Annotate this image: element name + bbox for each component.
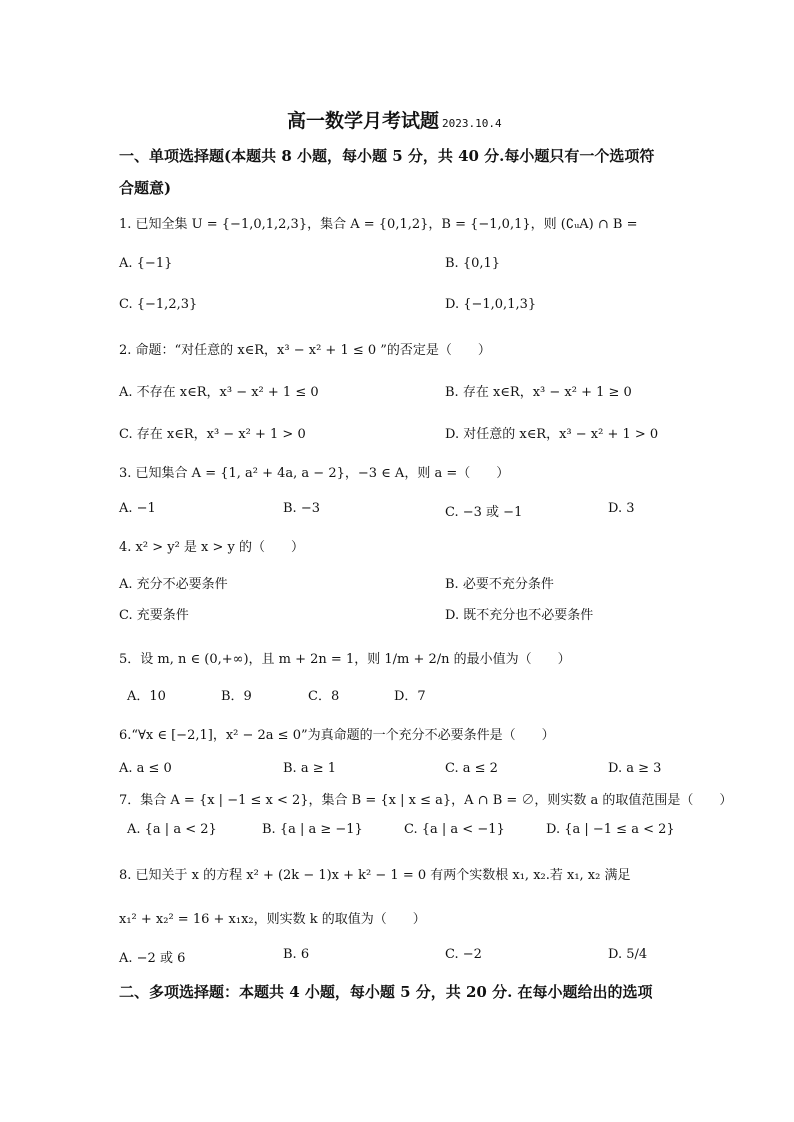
q7-option-d: D. {a | −1 ≤ a < 2} — [546, 822, 675, 837]
question-5: 5．设 m, n ∈ (0,+∞)，且 m + 2n = 1，则 1/m + 2/n 的最小值为（ ） — [119, 652, 571, 667]
q7-option-c: C. {a | a < −1} — [404, 822, 505, 837]
q6-option-d: D. a ≥ 3 — [608, 761, 662, 776]
question-1: 1. 已知全集 U = {−1,0,1,2,3}，集合 A = {0,1,2}，B = {−1,0,1}，则 (∁ᵤA) ∩ B = — [119, 217, 638, 232]
q3-option-c: C. −3 或 −1 — [445, 505, 523, 520]
section1-heading-line2: 合题意) — [119, 179, 172, 197]
q6-option-b: B. a ≥ 1 — [283, 761, 336, 776]
q4-option-d: D. 既不充分也不必要条件 — [445, 608, 594, 623]
q8-option-d: D. 5/4 — [608, 947, 648, 962]
q4-option-a: A. 充分不必要条件 — [119, 577, 228, 592]
section2-heading-line1: 二、多项选择题：本题共 4 小题，每小题 5 分，共 20 分. 在每小题给出的选项 — [119, 983, 653, 1001]
q1-option-c: C. {−1,2,3} — [119, 297, 198, 312]
section1-heading-line1: 一、单项选择题(本题共 8 小题，每小题 5 分，共 40 分.每小题只有一个选项符 — [119, 147, 655, 165]
q8-option-c: C. −2 — [445, 947, 482, 962]
q6-option-c: C. a ≤ 2 — [445, 761, 498, 776]
question-6: 6.“∀x ∈ [−2,1]，x² − 2a ≤ 0”为真命题的一个充分不必要条件是（ ） — [119, 728, 555, 743]
q1-option-d: D. {−1,0,1,3} — [445, 297, 537, 312]
q2-option-b: B. 存在 x∈R，x³ − x² + 1 ≥ 0 — [445, 385, 632, 400]
q8-option-b: B. 6 — [283, 947, 310, 962]
q2-option-d: D. 对任意的 x∈R，x³ − x² + 1 > 0 — [445, 427, 659, 442]
q5-option-b: B．9 — [221, 689, 252, 704]
question-8-line1: 8. 已知关于 x 的方程 x² + (2k − 1)x + k² − 1 = 0 有两个实数根 x₁, x₂.若 x₁, x₂ 满足 — [119, 868, 631, 883]
q3-option-a: A. −1 — [119, 501, 156, 516]
q5-option-a: A．10 — [127, 689, 166, 704]
q7-option-a: A. {a | a < 2} — [127, 822, 217, 837]
q6-option-a: A. a ≤ 0 — [119, 761, 172, 776]
q3-option-b: B. −3 — [283, 501, 320, 516]
q4-option-b: B. 必要不充分条件 — [445, 577, 554, 592]
q5-option-d: D．7 — [394, 689, 426, 704]
q7-option-b: B. {a | a ≥ −1} — [262, 822, 363, 837]
q2-option-c: C. 存在 x∈R，x³ − x² + 1 > 0 — [119, 427, 306, 442]
q5-option-c: C．8 — [308, 689, 340, 704]
q2-option-a: A. 不存在 x∈R，x³ − x² + 1 ≤ 0 — [119, 385, 319, 400]
q4-option-c: C. 充要条件 — [119, 608, 189, 623]
q1-option-b: B. {0,1} — [445, 256, 501, 271]
question-8-line2: x₁² + x₂² = 16 + x₁x₂，则实数 k 的取值为（ ） — [119, 912, 426, 927]
question-2: 2. 命题：“对任意的 x∈R，x³ − x² + 1 ≤ 0 ”的否定是（ ） — [119, 343, 491, 358]
question-4: 4. x² > y² 是 x > y 的（ ） — [119, 540, 305, 555]
title-text: 高一数学月考试题 — [287, 110, 440, 132]
exam-date: 2023.10.4 — [442, 117, 502, 130]
page-title — [287, 106, 502, 133]
q1-option-a: A. {−1} — [119, 256, 173, 271]
question-3: 3. 已知集合 A = {1, a² + 4a, a − 2}，−3 ∈ A，则 a =（ ） — [119, 466, 510, 481]
question-7: 7．集合 A = {x | −1 ≤ x < 2}，集合 B = {x | x ≤ a}，A ∩ B = ∅，则实数 a 的取值范围是（ ） — [119, 793, 733, 808]
q3-option-d: D. 3 — [608, 501, 635, 516]
q8-option-a: A. −2 或 6 — [119, 951, 186, 966]
